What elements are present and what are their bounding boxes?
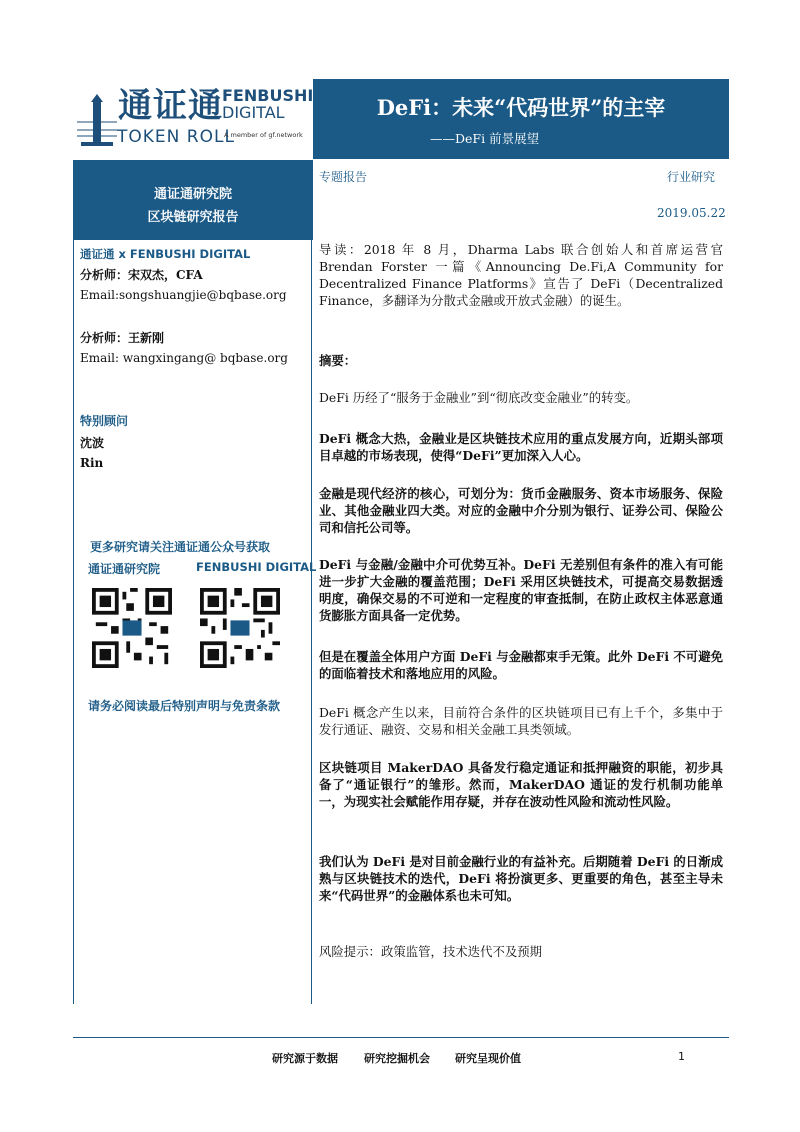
- report-category: 专题报告: [319, 170, 368, 184]
- report-date: 2019.05.22: [657, 206, 726, 220]
- sidebar-org: 通证通研究院: [153, 187, 232, 202]
- analyst-2-email: Email: wangxingang@ bqbase.org: [80, 351, 288, 365]
- logo-fenbushi-text: FENBUSHI: [222, 86, 314, 105]
- sidebar-report-type: 区块链研究报告: [147, 210, 239, 225]
- qr-label-2: FENBUSHI DIGITAL: [196, 560, 317, 574]
- summary-paragraph-7: 区块链项目 MakerDAO 具备发行稳定通证和抵押融资的职能，初步具备了“通证银行”的雏形。然而，MakerDAO 通证的发行机制功能单一，为现实社会赋能作用存疑，并存在波动性风险和流动性风险。: [319, 760, 723, 809]
- footer-slogan-2: 研究挖掘机会: [364, 1052, 430, 1065]
- disclaimer-note: 请务必阅读最后特别声明与免责条款: [88, 699, 281, 713]
- qr-code-icon: [200, 588, 280, 668]
- logo-member-text: A member of gf.network: [224, 131, 303, 139]
- footer-divider: [73, 1037, 729, 1038]
- analyst-2: 分析师：王新刚: [80, 331, 165, 345]
- logo-cn-text: 通证通: [118, 86, 223, 126]
- logo-digital-text: DIGITAL: [222, 103, 285, 122]
- qr-label-1: 通证通研究院: [88, 562, 161, 576]
- summary-paragraph-3: 金融是现代经济的核心，可划分为：货币金融服务、资本市场服务、保险业、其他金融业四大类。对应的金融中介分别为银行、证券公司、保险公司和信托公司等。: [319, 486, 723, 535]
- report-sector: 行业研究: [667, 170, 716, 184]
- risk-note: 风险提示：政策监管，技术迭代不及预期: [319, 944, 543, 959]
- lighthouse-logo-icon: [77, 92, 117, 150]
- summary-paragraph-6: DeFi 概念产生以来，目前符合条件的区块链项目已有上千个，多集中于发行通证、融资、交易和相关金融工具类领域。: [319, 705, 723, 737]
- summary-title: 摘要：: [319, 353, 357, 368]
- follow-note: 更多研究请关注通证通公众号获取: [90, 540, 271, 554]
- summary-paragraph-1: DeFi 历经了“服务于金融业”到“彻底改变金融业”的转变。: [319, 390, 639, 405]
- intro-paragraph: 导读：2018 年 8 月，Dharma Labs 联合创始人和首席运营官 Brendan Forster 一篇《Announcing De.Fi,A Community for Decentralized Finance Platforms》宣告了 DeFi（Decentralized Finance，多翻译为分散式金融或开放式金融）的诞生。: [319, 242, 723, 308]
- advisor-1: 沈波: [80, 436, 105, 450]
- report-subtitle: ——DeFi 前景展望: [430, 131, 540, 146]
- summary-paragraph-5: 但是在覆盖全体用户方面 DeFi 与金融都束手无策。此外 DeFi 不可避免的面临着技术和落地应用的风险。: [319, 649, 723, 681]
- qr-code-icon: [92, 588, 172, 668]
- analyst-1: 分析师：宋双杰，CFA: [80, 268, 203, 282]
- logo-token-roll-text: TOKEN ROLL: [117, 127, 235, 147]
- footer-slogan-3: 研究呈现价值: [455, 1052, 521, 1065]
- advisor-title: 特别顾问: [80, 414, 129, 428]
- advisor-2: Rin: [80, 456, 104, 470]
- sidebar-partners: 通证通 x FENBUSHI DIGITAL: [80, 247, 251, 261]
- report-title: DeFi：未来“代码世界”的主宰: [376, 95, 666, 120]
- summary-paragraph-4: DeFi 与金融/金融中介可优势互补。DeFi 无差别但有条件的准入有可能进一步扩大金融的覆盖范围；DeFi 采用区块链技术，可提高交易数据透明度，确保交易的不可逆和一定程度的审查抵制，在防止政权主体恶意通货膨胀方面具备一定优势。: [319, 557, 723, 623]
- summary-paragraph-8: 我们认为 DeFi 是对目前金融行业的有益补充。后期随着 DeFi 的日渐成熟与区块链技术的迭代，DeFi 将扮演更多、更重要的角色，甚至主导未来“代码世界”的金融体系也未可知。: [319, 854, 723, 903]
- summary-paragraph-2: DeFi 概念大热，金融业是区块链技术应用的重点发展方向，近期头部项目卓越的市场表现，使得“DeFi”更加深入人心。: [319, 431, 723, 463]
- footer-slogan-1: 研究源于数据: [272, 1052, 338, 1065]
- page-number: 1: [678, 1050, 685, 1063]
- analyst-1-email: Email:songshuangjie@bqbase.org: [80, 288, 287, 302]
